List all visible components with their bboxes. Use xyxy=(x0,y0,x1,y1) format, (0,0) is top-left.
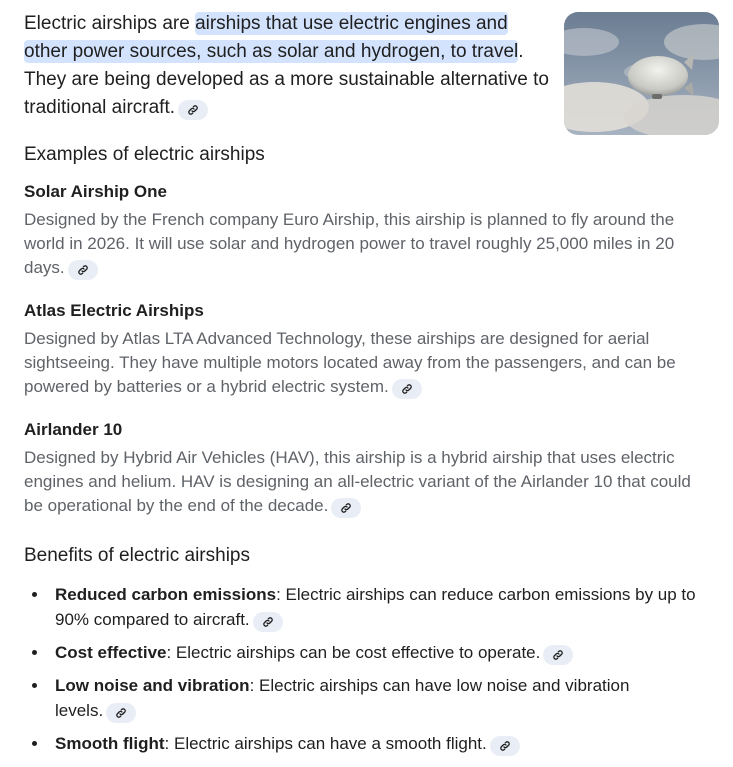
example-title: Solar Airship One xyxy=(24,182,167,201)
example-description xyxy=(24,446,714,518)
list-item xyxy=(24,673,724,723)
example-description xyxy=(24,327,714,399)
source-link-button[interactable] xyxy=(253,612,283,632)
benefits-section xyxy=(24,545,250,567)
example-text: Designed by the French company Euro Airship, this airship is planned to fly around the world in 2026. It will use solar and hydrogen power to travel roughly 25,000 miles in 20 days. xyxy=(24,210,675,277)
benefit-term: Cost effective xyxy=(55,643,167,662)
list-item xyxy=(24,640,724,665)
source-link-button[interactable] xyxy=(106,703,136,723)
airship-thumbnail[interactable] xyxy=(564,12,719,135)
link-icon xyxy=(499,740,511,752)
intro-rest: . They are being developed as a more sustainable alternative to traditional aircraft. xyxy=(24,41,549,118)
link-icon xyxy=(401,383,413,395)
benefit-term: Low noise and vibration xyxy=(55,676,250,695)
link-icon xyxy=(340,502,352,514)
example-text: Designed by Hybrid Air Vehicles (HAV), this airship is a hybrid airship that uses electric engines and helium. HAV is designing an all-electric variant of the Airlander 10 that could be operational by the end of the decade. xyxy=(24,448,691,515)
benefits-heading: Benefits of electric airships xyxy=(24,545,250,566)
example-item xyxy=(24,182,714,280)
benefit-text: : Electric airships can have low noise and vibration levels. xyxy=(55,676,630,720)
list-item xyxy=(24,731,724,756)
intro-paragraph xyxy=(24,10,554,122)
source-link-button[interactable] xyxy=(490,736,520,756)
list-item xyxy=(24,582,724,632)
link-icon xyxy=(552,649,564,661)
source-link-button[interactable] xyxy=(68,260,98,280)
source-link-button[interactable] xyxy=(331,498,361,518)
source-link-button[interactable] xyxy=(392,379,422,399)
example-item xyxy=(24,301,714,399)
source-link-button[interactable] xyxy=(543,645,573,665)
link-icon xyxy=(77,264,89,276)
example-text: Designed by Atlas LTA Advanced Technology, these airships are designed for aerial sightseeing. They have multiple motors located away from the passengers, and can be powered by batteries or a hybrid electric system. xyxy=(24,329,676,396)
intro-highlight[interactable]: airships that use electric engines and other power sources, such as solar and hydrogen, to travel xyxy=(24,13,519,62)
benefit-text: : Electric airships can be cost effective to operate. xyxy=(166,643,541,662)
example-title: Airlander 10 xyxy=(24,420,123,439)
benefit-term: Smooth flight xyxy=(55,734,165,753)
benefits-list xyxy=(24,582,724,764)
benefit-term: Reduced carbon emissions xyxy=(55,585,277,604)
examples-section xyxy=(24,144,265,166)
link-icon xyxy=(262,616,274,628)
link-icon xyxy=(187,104,199,116)
example-item xyxy=(24,420,714,518)
benefit-text: : Electric airships can reduce carbon emissions by up to 90% compared to aircraft. xyxy=(55,585,696,629)
example-description xyxy=(24,208,714,280)
example-title: Atlas Electric Airships xyxy=(24,301,204,320)
answer-panel xyxy=(24,10,724,753)
intro-lead: Electric airships are xyxy=(24,13,196,34)
link-icon xyxy=(115,707,127,719)
source-link-button[interactable] xyxy=(178,100,208,120)
benefit-text: : Electric airships can have a smooth flight. xyxy=(164,734,487,753)
examples-heading: Examples of electric airships xyxy=(24,144,265,165)
